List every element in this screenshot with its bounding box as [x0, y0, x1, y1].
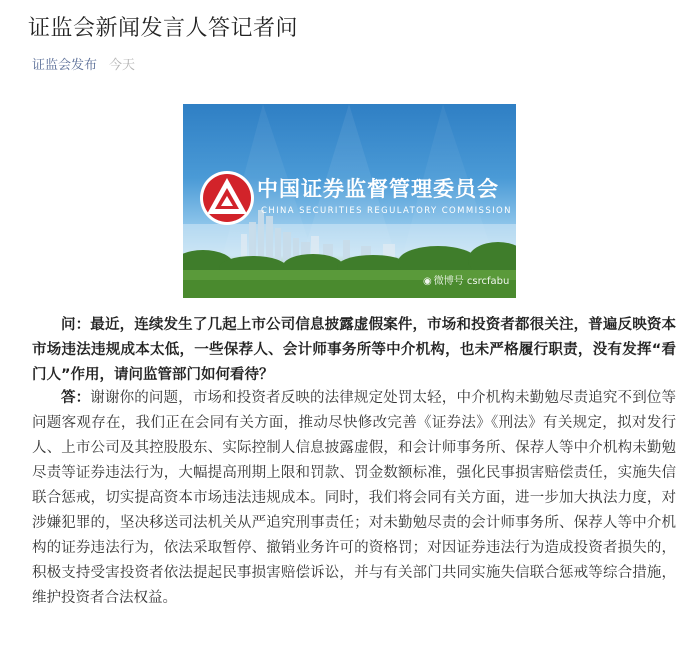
watermark-text: 微博号 csrcfabu: [433, 276, 510, 287]
weibo-icon: ◉: [423, 276, 432, 287]
answer-text: 谢谢你的问题，市场和投资者反映的法律规定处罚太轻，中介机构未勤勉尽责追究不到位等问题客观存在，我们正在会同有关方面，推动尽快修改完善《证券法》《刑法》有关规定，拟对发行人、上市公司及其控股股东、实际控制人信息披露虚假，和会计师事务所、保荐人等中介机构未勤勉尽责等证券违法行为，大幅提高刑期上限和罚款、罚金数额标准，强化民事损害赔偿责任，实施失信联合惩戒，切实提高资本市场违法违规成本。同时，我们将会同有关方面，进一步加大执法力度，对涉嫌犯罪的，坚决移送司法机关从严追究刑事责任；对未勤勉尽责的会计师事务所、保荐人等中介机构的证券违法行为，依法采取暂停、撤销业务许可的资格罚；对因证券违法行为造成投资者损失的，积极支持受害投资者依法提起民事损害赔偿诉讼，并与有关部门共同实施失信联合惩戒等综合措施，维护投资者合法权益。: [32, 390, 677, 606]
answer-paragraph: [32, 386, 676, 611]
question-lead: 问：: [61, 317, 91, 333]
author-link[interactable]: 证监会发布: [32, 58, 98, 73]
csrc-chinese-name: 中国证券监督管理委员会: [257, 177, 499, 201]
article-title: 证监会新闻发言人答记者问: [28, 16, 299, 41]
answer-lead: 答：: [61, 390, 91, 406]
question-paragraph: [32, 313, 676, 388]
publish-time: 今天: [109, 58, 136, 73]
question-text: 最近，连续发生了几起上市公司信息披露虚假案件，市场和投资者都很关注，普遍反映资本市场违法违规成本太低，一些保荐人、会计师事务所等中介机构，也未严格履行职责，没有发挥“看门人”作用，请问监管部门如何看待？: [32, 317, 677, 383]
csrc-logo: [200, 171, 254, 225]
article-meta: [32, 57, 135, 75]
csrc-english-name: CHINA SECURITIES REGULATORY COMMISSION: [261, 206, 512, 216]
weibo-watermark: [423, 276, 509, 288]
csrc-banner-image: [183, 104, 516, 298]
